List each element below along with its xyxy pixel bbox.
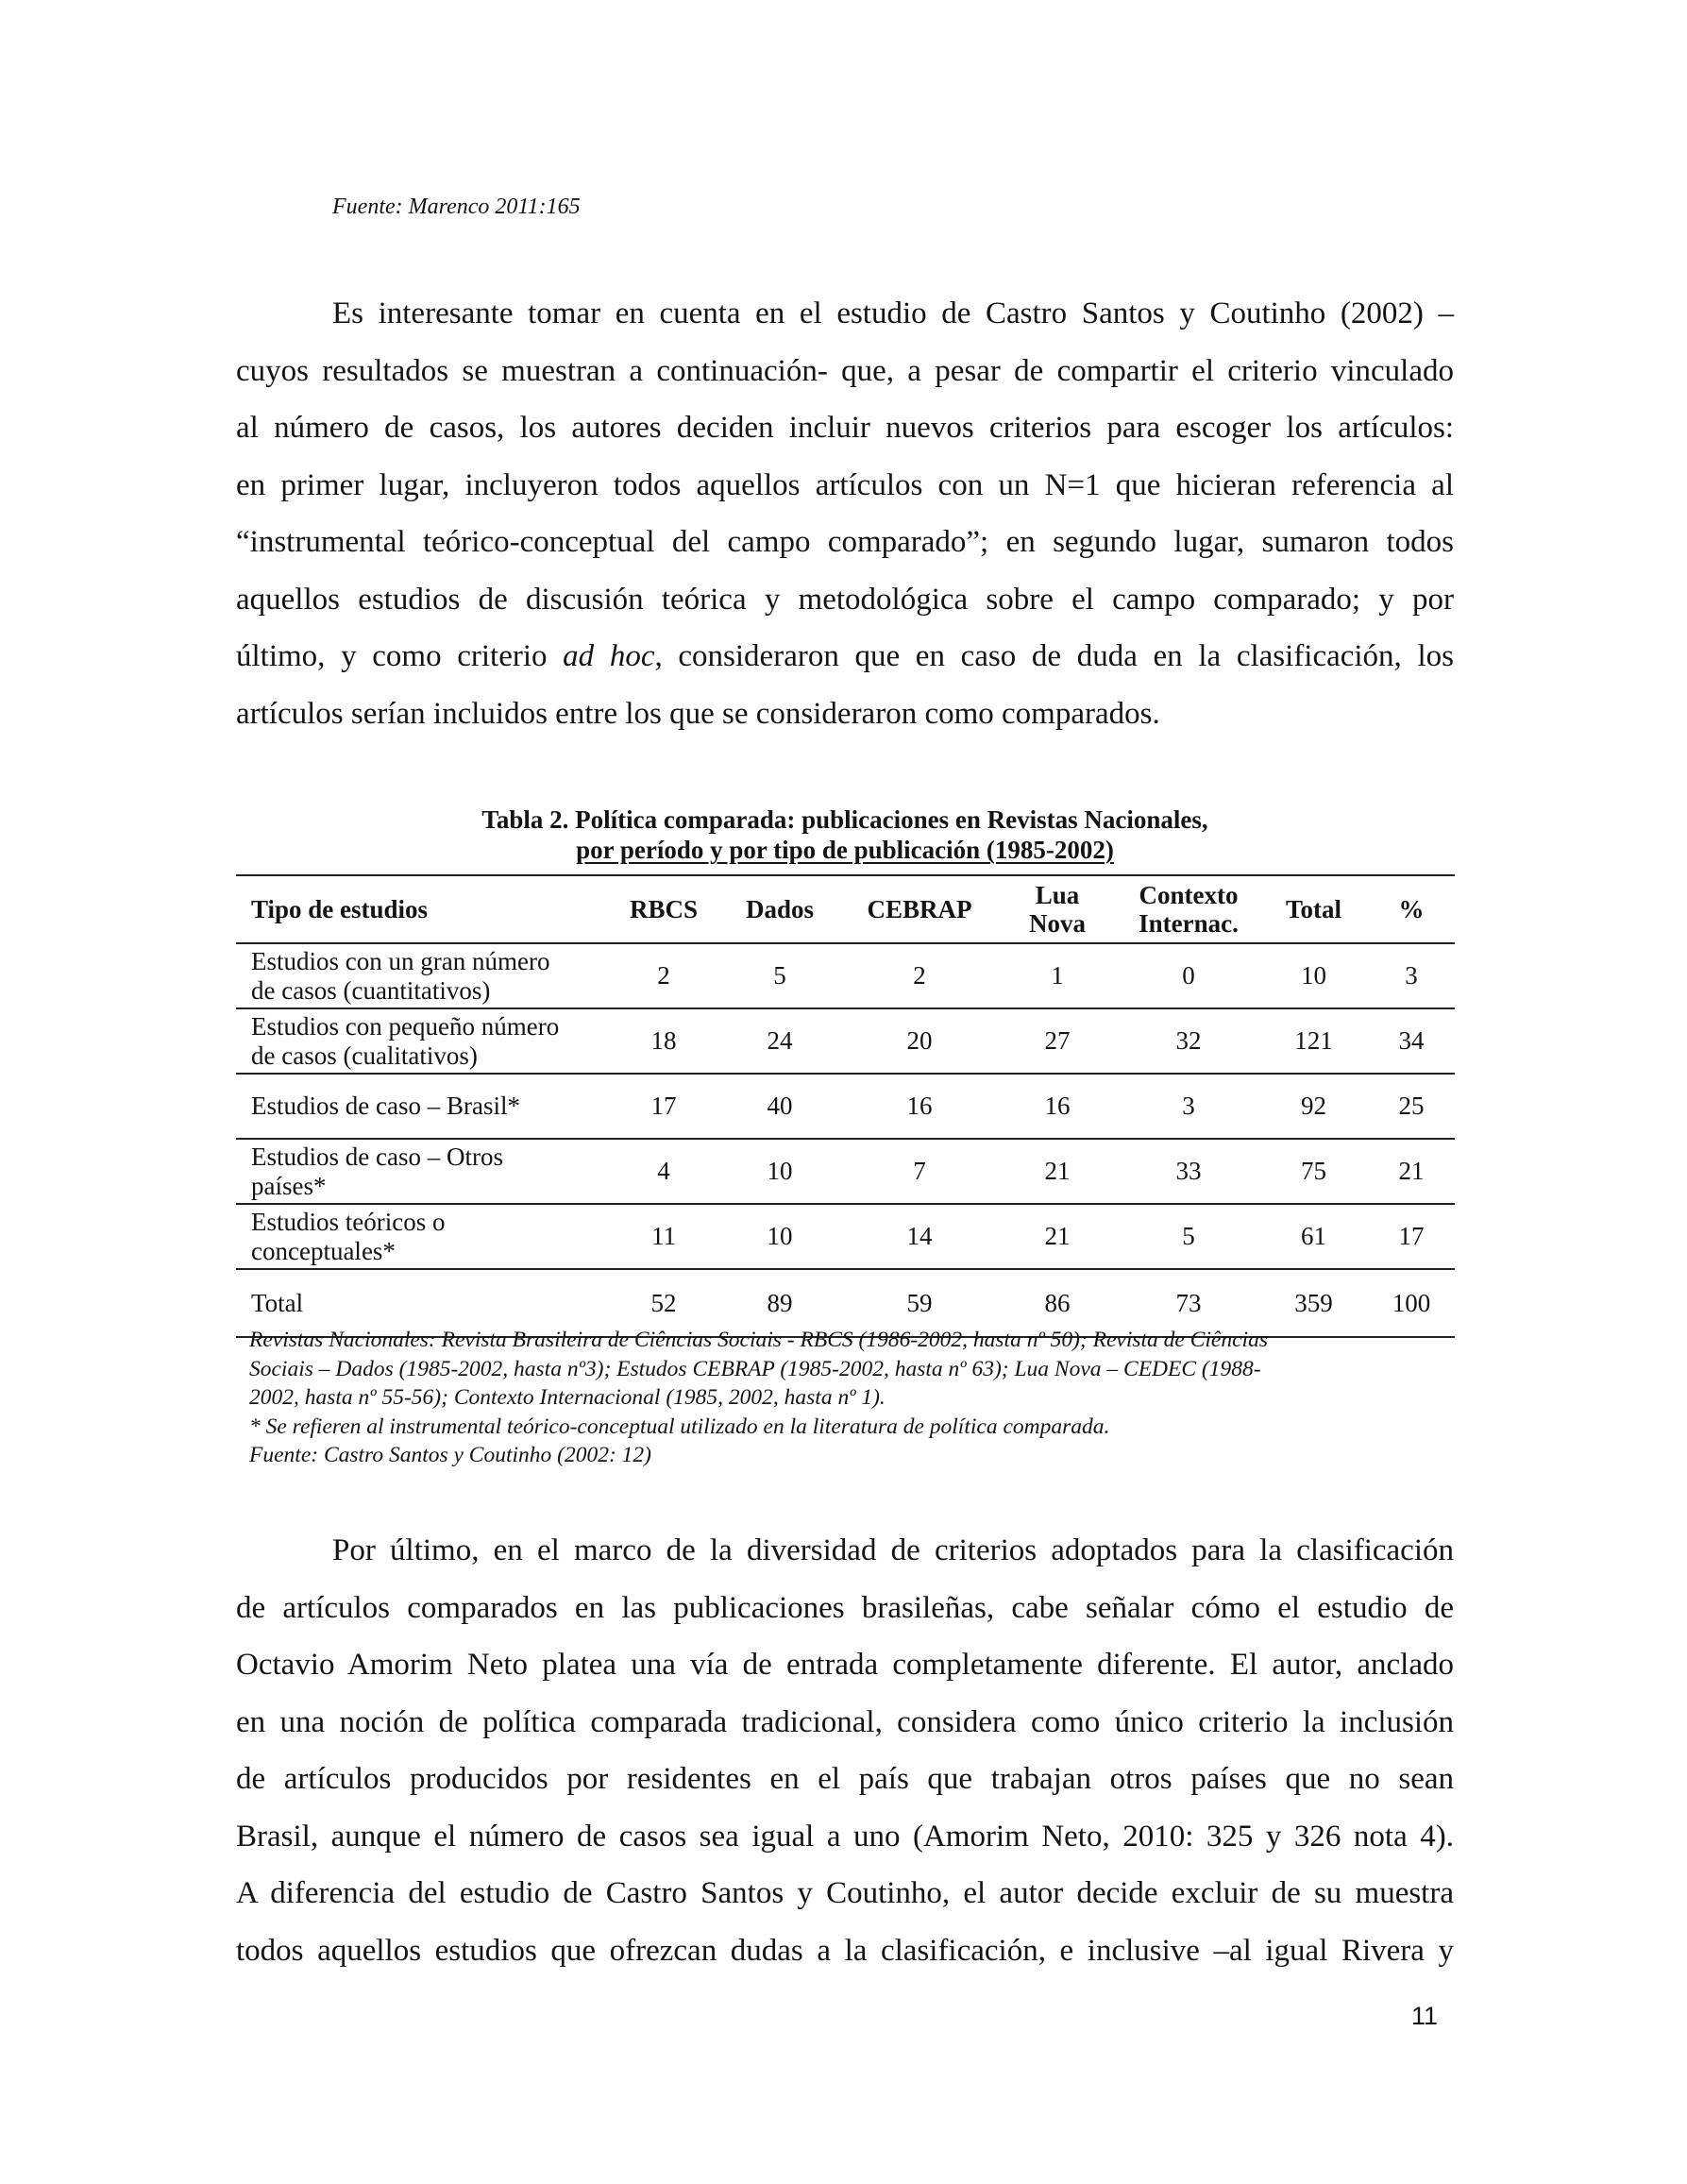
- cell-rbcs: 17: [610, 1074, 717, 1139]
- paragraph-line: “instrumental teórico-conceptual del campo comparado”; en segundo lugar, sumaron todos: [236, 525, 1454, 559]
- cell-rbcs: 11: [610, 1204, 717, 1269]
- paragraph-line: [236, 628, 1454, 686]
- paragraph-line: todos aquellos estudios que ofrezcan dudas a la clasificación, e inclusive –al igual Rivera y: [236, 1933, 1454, 1968]
- header-contexto: [1118, 875, 1259, 943]
- row-label: Estudios de caso – Brasil*: [236, 1074, 610, 1139]
- header-percent: %: [1368, 875, 1455, 943]
- cell-contexto: 5: [1118, 1204, 1259, 1269]
- header-dados: Dados: [717, 875, 842, 943]
- cell-rbcs: 2: [610, 943, 717, 1008]
- cell-lua-nova: 86: [997, 1269, 1118, 1337]
- cell-dados: 40: [717, 1074, 842, 1139]
- header-total: Total: [1259, 875, 1368, 943]
- cell-cebrap: 2: [842, 943, 997, 1008]
- table-note-line: Sociais – Dados (1985-2002, hasta nº3); Estudos CEBRAP (1985-2002, hasta nº 63); Lua Nova – CEDEC (1988-: [249, 1356, 1261, 1381]
- paragraph-line: en primer lugar, incluyeron todos aquellos artículos con un N=1 que hicieran referencia al: [236, 467, 1454, 502]
- cell-percent: 34: [1368, 1008, 1455, 1074]
- cell-cebrap: 59: [842, 1269, 997, 1337]
- cell-percent: 3: [1368, 943, 1455, 1008]
- row-label-text: países*: [251, 1171, 327, 1200]
- table-row: [236, 943, 1455, 1008]
- cell-rbcs: 52: [610, 1269, 717, 1337]
- table-row: [236, 1204, 1455, 1269]
- table-row: [236, 1139, 1455, 1204]
- paragraph-line: de artículos producidos por residentes en el país que trabajan otros países que no sean: [236, 1762, 1454, 1796]
- table-note-line: Revistas Nacionales: Revista Brasileira de Ciências Sociais - RBCS (1986-2002, hasta nº 50); Revista de Ciências: [249, 1328, 1268, 1352]
- paragraph-line: al número de casos, los autores deciden incluir nuevos criterios para escoger los artículos:: [236, 411, 1454, 445]
- paragraph-line: Octavio Amorim Neto platea una vía de entrada completamente diferente. El autor, anclado: [236, 1648, 1454, 1682]
- cell-contexto: 0: [1118, 943, 1259, 1008]
- row-label-text: Estudios de caso – Otros: [251, 1142, 503, 1171]
- row-label: [236, 1008, 610, 1074]
- cell-lua-nova: 27: [997, 1008, 1118, 1074]
- cell-cebrap: 7: [842, 1139, 997, 1204]
- cell-lua-nova: 21: [997, 1204, 1118, 1269]
- cell-lua-nova: 1: [997, 943, 1118, 1008]
- row-label-text: Estudios con pequeño número: [251, 1011, 560, 1041]
- line-text: último, y como criterio: [236, 639, 564, 673]
- cell-dados: 5: [717, 943, 842, 1008]
- cell-percent: 25: [1368, 1074, 1455, 1139]
- row-label: [236, 1139, 610, 1204]
- source-citation-top: Fuente: Marenco 2011:165: [332, 195, 581, 219]
- row-label-text: de casos (cuantitativos): [251, 975, 491, 1005]
- cell-total: 75: [1259, 1139, 1368, 1204]
- paragraph-line: en una noción de política comparada tradicional, considera como único criterio la inclusión: [236, 1704, 1454, 1739]
- cell-dados: 10: [717, 1139, 842, 1204]
- cell-contexto: 32: [1118, 1008, 1259, 1074]
- paragraph-line: artículos serían incluidos entre los que se consideraron como comparados.: [236, 696, 1160, 731]
- cell-percent: 100: [1368, 1269, 1455, 1337]
- row-label-text: conceptuales*: [251, 1236, 396, 1265]
- cell-total: 121: [1259, 1008, 1368, 1074]
- paragraph-line: de artículos comparados en las publicaciones brasileñas, cabe señalar cómo el estudio de: [236, 1590, 1454, 1625]
- cell-rbcs: 18: [610, 1008, 717, 1074]
- italic-ad-hoc: ad hoc: [563, 639, 655, 673]
- header-tipo: Tipo de estudios: [236, 875, 610, 943]
- cell-cebrap: 20: [842, 1008, 997, 1074]
- cell-lua-nova: 16: [997, 1074, 1118, 1139]
- row-label-text: Estudios con un gran número: [251, 946, 550, 975]
- table-note-line: 2002, hasta nº 55-56); Contexto Internacional (1985, 2002, hasta nº 1).: [249, 1385, 886, 1410]
- table-header-row: [236, 875, 1455, 943]
- cell-percent: 21: [1368, 1139, 1455, 1204]
- row-label: [236, 943, 610, 1008]
- table-caption-line2: [236, 835, 1454, 865]
- cell-cebrap: 16: [842, 1074, 997, 1139]
- cell-lua-nova: 21: [997, 1139, 1118, 1204]
- page-number: 11: [1411, 2002, 1439, 2030]
- table-note-line: * Se refieren al instrumental teórico-conceptual utilizado en la literatura de política comparada.: [249, 1414, 1110, 1439]
- cell-total: 359: [1259, 1269, 1368, 1337]
- table-source-line: Fuente: Castro Santos y Coutinho (2002: 12): [249, 1443, 652, 1467]
- row-label-text: Estudios teóricos o: [251, 1207, 446, 1236]
- header-cebrap: CEBRAP: [842, 875, 997, 943]
- row-label: [236, 1204, 610, 1269]
- cell-cebrap: 14: [842, 1204, 997, 1269]
- table-caption-line2-text: por período y por tipo de publicación (1985-2002): [576, 836, 1114, 864]
- cell-contexto: 3: [1118, 1074, 1259, 1139]
- header-text: Contexto: [1139, 881, 1239, 909]
- header-lua-nova: [997, 875, 1118, 943]
- cell-contexto: 73: [1118, 1269, 1259, 1337]
- table-row: [236, 1008, 1455, 1074]
- paragraph-line: cuyos resultados se muestran a continuación- que, a pesar de compartir el criterio vinculado: [236, 353, 1454, 388]
- table-caption: [236, 804, 1454, 865]
- header-text: Lua: [1035, 881, 1080, 909]
- header-rbcs: RBCS: [610, 875, 717, 943]
- cell-rbcs: 4: [610, 1139, 717, 1204]
- paragraph-line: Brasil, aunque el número de casos sea igual a uno (Amorim Neto, 2010: 325 y 326 nota 4).: [236, 1819, 1454, 1854]
- cell-total: 61: [1259, 1204, 1368, 1269]
- row-label-text: de casos (cualitativos): [251, 1041, 478, 1070]
- paragraph-line: aquellos estudios de discusión teórica y metodológica sobre el campo comparado; y por: [236, 582, 1454, 617]
- cell-dados: 89: [717, 1269, 842, 1337]
- row-label-total: Total: [236, 1269, 610, 1337]
- table-row: [236, 1074, 1455, 1139]
- cell-total: 92: [1259, 1074, 1368, 1139]
- header-text: Internac.: [1139, 909, 1239, 938]
- cell-total: 10: [1259, 943, 1368, 1008]
- table-notes: [249, 1326, 1448, 1470]
- paragraph-amorim-neto: [236, 1522, 1454, 1979]
- paragraph-line: Es interesante tomar en cuenta en el estudio de Castro Santos y Coutinho (2002) –: [332, 296, 1454, 330]
- paragraph-castro-santos: [236, 285, 1454, 742]
- cell-percent: 17: [1368, 1204, 1455, 1269]
- publications-table: [236, 874, 1455, 1338]
- cell-dados: 24: [717, 1008, 842, 1074]
- paragraph-line: A diferencia del estudio de Castro Santos y Coutinho, el autor decide excluir de su muestra: [236, 1876, 1454, 1910]
- cell-contexto: 33: [1118, 1139, 1259, 1204]
- header-text: Nova: [1029, 909, 1086, 938]
- cell-dados: 10: [717, 1204, 842, 1269]
- paragraph-line: Por último, en el marco de la diversidad de criterios adoptados para la clasificación: [332, 1533, 1454, 1567]
- table-caption-line1: Tabla 2. Política comparada: publicaciones en Revistas Nacionales,: [481, 805, 1208, 834]
- line-text: , consideraron que en caso de duda en la clasificación, los: [654, 639, 1454, 673]
